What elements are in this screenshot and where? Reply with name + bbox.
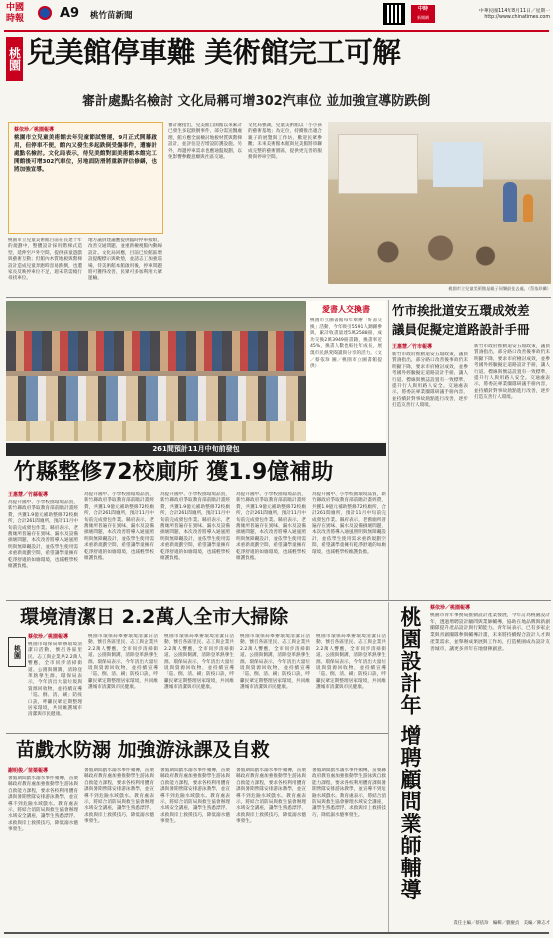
swim-title: 苗戲水防溺 加強游泳課及自救 <box>16 739 270 761</box>
lead-col4: 文化局強調，兒童美術館以「小小孩的藝術基地」為定位，持續推出適合親子的展覽與工作坊，歡迎民眾參觀；未來美術館本館與兒美館將串聯成完整的藝術園區，提供更完善的服務與停車空間。 <box>248 123 322 161</box>
toilet-col1: 為提升國中、小學校園環境品質，新竹縣政府爭取教育部前瞻計畫經費，共獲1.9億元補助整修72校廁所，合計261間廁所，預計11月中旬前完成發包作業。縣府表示，老舊廁所普遍存在異味、漏水及設備損壞問題，本次改善將導入通風照明與無障礙設計，並依學生使用需求重新規劃空間，希望讓學童擁有乾淨舒適的如廁環境，也減輕學校維護負擔。 <box>8 500 78 570</box>
toilet-title: 竹縣整修72校廁所 獲1.9億補助 <box>14 460 334 485</box>
toilet-byline: 王惠慧／竹縣報導 <box>8 492 49 498</box>
swim-byline: 謝明俊／苗栗報導 <box>8 768 49 774</box>
swim-col2: 暑假期間戲水溺水事件頻傳，苗栗縣政府教育處加強推動學生游泳與自救能力課程，要求各校利用體育課與暑期營隊安排游泳教學，並宣導不到危險水域戲水。教育處表示，將結合消防局與救生協會辦理水域安全講座，讓學生熟悉漂浮、求救與岸上救援技巧，降低溺水憾事發生。 <box>84 768 154 825</box>
lead-subhead: 審計處點名檢討 文化局稱可增302汽車位 並加強宣導防跌倒 <box>82 94 431 109</box>
toilet-banner <box>6 443 386 456</box>
brand-badge <box>411 5 435 23</box>
lead-summary-box <box>8 122 163 234</box>
clean-col3: 桃園市環保局舉辦環境清潔日活動，號召各區里民、志工與企業共2.2萬人響應，全市同步清掃街道、公園與側溝，清除登革熱孳生源。環保局表示，今年清出大量垃圾與資源回收物，並持續宣導「巡、倒、清、刷」防疫口訣，呼籲民眾定期整理居家環境，共同維護城市清潔與市民健康。 <box>164 634 234 691</box>
toilet-col4: 為提升國中、小學校園環境品質，新竹縣政府爭取教育部前瞻計畫經費，共獲1.9億元補助整修72校廁所，合計261間廁所，預計11月中旬前完成發包作業。縣府表示，老舊廁所普遍存在異味、漏水及設備損壞問題，本次改善將導入通風照明與無障礙設計，並依學生使用需求重新規劃空間，希望讓學童擁有乾淨舒適的如廁環境，也減輕學校維護負擔。 <box>236 492 306 562</box>
design-title: 桃園設計年 增聘顧問業師輔導 <box>398 606 422 901</box>
masthead <box>0 0 553 30</box>
lead-col2: 地方議員建議應提供臨時停車接駁，改善交通問題，並重新檢視館內動線設計。文化局回應，目前已於館區增設提醒標示與軟墊，並請志工加強巡場，待美術館本館啟用後，停車問題將可獲得改善，民眾可多加利用大眾運輸。 <box>88 238 162 282</box>
lead-byline: 蔡依珍／桃園報導 <box>14 127 55 133</box>
qr-code-icon <box>383 3 405 25</box>
lead-region-tag <box>6 37 23 81</box>
exhibit-block <box>433 142 483 187</box>
exhibit-wall <box>338 134 418 194</box>
roads-text: 新竹市政府推動道安五環政策，議員質詢指出，部分路口改善後事故仍未明顯下降，要求市府檢討成效，並參考國外經驗擬定道路設計手冊，讓人行道、標線與號誌設置有一致標準，提升行人與用路人安全。交通處表示，將委託專業團隊研議手冊內容，並持續針對事故熱點進行改善，逐步打造友善行人環境。 <box>392 352 468 409</box>
masthead-rule <box>4 30 549 32</box>
trade-title: 愛書人交換書 <box>322 305 370 314</box>
trade-caption: 桃園市立圖書館每年舉辦「好書交換」活動，今年吸引5591人踴躍參與，累計收書量達5萬2588冊，成功交換2萬3949冊書籍，換書率近45%，換書人數也較往年成長，展現市民熱愛閱讀與分享的活力。（文／蔡依珍 圖／桃園市立圖書館提供） <box>310 318 382 370</box>
lead-headline: 兒美館停車難 美術館完工可解 <box>27 36 401 69</box>
brand-small: 中時 <box>417 6 428 12</box>
lead-photo <box>328 122 551 284</box>
toilet-col5: 為提升國中、小學校園環境品質，新竹縣政府爭取教育部前瞻計畫經費，共獲1.9億元補助整修72校廁所，合計261間廁所，預計11月中旬前完成發包作業。縣府表示，老舊廁所普遍存在異味、漏水及設備損壞問題，本次改善將導入通風照明與無障礙設計，並依學生使用需求重新規劃空間，希望讓學童擁有乾淨舒適的如廁環境，也減輕學校維護負擔。 <box>312 492 386 555</box>
rule-v-2 <box>388 602 389 932</box>
rule-3 <box>6 733 388 734</box>
book-tables <box>6 421 306 441</box>
clean-col5: 桃園市環保局舉辦環境清潔日活動，號召各區里民、志工與企業共2.2萬人響應，全市同步清掃街道、公園與側溝，清除登革熱孳生源。環保局表示，今年清出大量垃圾與資源回收物，並持續宣導「巡、倒、清、刷」防疫口訣，呼籲民眾定期整理居家環境，共同維護城市清潔與市民健康。 <box>316 634 386 691</box>
bottom-rule <box>4 932 549 934</box>
clean-title: 環境清潔日 2.2萬人全市大掃除 <box>20 606 289 628</box>
page-number: A9 <box>60 6 80 21</box>
clean-byline: 蔡依珍／桃園報導 <box>28 634 69 640</box>
child-figure-2 <box>523 194 533 222</box>
swim-col3: 暑假期間戲水溺水事件頻傳，苗栗縣政府教育處加強推動學生游泳與自救能力課程，要求各校利用體育課與暑期營隊安排游泳教學，並宣導不到危險水域戲水。教育處表示，將結合消防局與救生協會辦理水域安全講座，讓學生熟悉漂浮、求救與岸上救援技巧，降低溺水憾事發生。 <box>160 768 230 825</box>
design-text: 桃園市青年事務局推動設計產業發展，今年訂為桃園設計年，透過增聘設計顧問與業師輔導，協助在地品牌與新創團隊提升產品設計與行銷能力。青年局表示，已有多家企業與青創團隊參與輔導計畫，未來將持續媒合設計人才與產業需求，並舉辦成果展與工作坊，打造桃園成為設計友善城市，讓更多青年在地發揮創意。 <box>430 613 550 652</box>
clean-region: 桃園 <box>13 645 22 659</box>
trade-caption-box <box>306 301 386 441</box>
brand-small-2: 新聞網 <box>417 15 429 20</box>
clean-region-tag <box>8 637 26 667</box>
swim-col4: 暑假期間戲水溺水事件頻傳，苗栗縣政府教育處加強推動學生游泳與自救能力課程，要求各校利用體育課與暑期營隊安排游泳教學，並宣導不到危險水域戲水。教育處表示，將結合消防局與救生協會辦理水域安全講座，讓學生熟悉漂浮、求救與岸上救援技巧，降低溺水憾事發生。 <box>236 768 306 825</box>
design-editor-line: 責任主編／蔡依珍 編輯／劉慶貞 美編／陳志才 <box>453 921 550 926</box>
rule-1 <box>6 297 551 298</box>
newspaper-logo <box>6 3 36 27</box>
roads-title-2: 議員促擬定道路設計手冊 <box>392 322 530 337</box>
date-line: 中華民國114年8月11日／星期一 <box>478 9 550 14</box>
swim-col1: 暑假期間戲水溺水事件頻傳，苗栗縣政府教育處加強推動學生游泳與自救能力課程，要求各校利用體育課與暑期營隊安排游泳教學，並宣導不到危險水域戲水。教育處表示，將結合消防局與救生協會辦理水域安全講座，讓學生熟悉漂浮、求救與岸上救援技巧，降低溺水憾事發生。 <box>8 776 78 833</box>
toilet-banner-text: 261間預計11月中旬前發包 <box>152 445 240 453</box>
lead-col3: 審計處指出，兒美館自開館以來累計已發生多起跌倒事件，部分需送醫處理，館方應全面檢討地板材質與階梯設計，並評估是否增設防護設施。另外，周邊停車需求也應通盤規劃，以免影響參觀意願與社區交通。 <box>168 123 242 161</box>
crowd-row-2 <box>6 376 306 421</box>
lead-col1: 桃園市立兒童美術館目前在長達十年的規劃中，整體設計採用階梯式造型，延伸至戶外空間，提供孩童遊戲與藝術互動；但館內木質地板與階梯設計造成兒童奔跑時容易跌倒，也遭家長反映停車位不足，週末常需繞行尋找車位。 <box>8 238 82 282</box>
section-name: 桃竹苗新聞 <box>90 11 133 21</box>
child-figure <box>503 182 517 222</box>
lead-region: 桃園 <box>7 47 22 71</box>
website: http://www.chinatimes.com <box>484 15 550 20</box>
logo-emblem-icon <box>38 6 52 20</box>
roads-title-1: 竹市挨批道安五環成效差 <box>392 303 530 318</box>
rule-2 <box>6 600 551 601</box>
lead-photo-caption: 桃園市立兒童美術館是親子同樂最佳去處。（蔡依珍攝） <box>448 286 551 291</box>
lead-summary: 桃園市立兒童美術館去年兒童節試營運，9月正式開幕啟用，但停車不便，館內又發生多起跌倒受傷事件，遭審計處點名檢討。文化局表示，待兒美館對面美術館本館完工開館後可增302汽車位，另地面防滑將重新評估修繕，也將加強宣導。 <box>14 135 157 173</box>
roads-text-col2: 新竹市政府推動道安五環政策，議員質詢指出，部分路口改善後事故仍未明顯下降，要求市府檢討成效，並參考國外經驗擬定道路設計手冊，讓人行道、標線與號誌設置有一致標準，提升行人與用路人安全。交通處表示，將委託專業團隊研議手冊內容，並持續針對事故熱點進行改善，逐步打造友善行人環境。 <box>474 344 550 401</box>
toilet-col3: 為提升國中、小學校園環境品質，新竹縣政府爭取教育部前瞻計畫經費，共獲1.9億元補助整修72校廁所，合計261間廁所，預計11月中旬前完成發包作業。縣府表示，老舊廁所普遍存在異味、漏水及設備損壞問題，本次改善將導入通風照明與無障礙設計，並依學生使用需求重新規劃空間，希望讓學童擁有乾淨舒適的如廁環境，也減輕學校維護負擔。 <box>160 492 230 562</box>
swim-col5: 暑假期間戲水溺水事件頻傳，苗栗縣政府教育處加強推動學生游泳與自救能力課程，要求各校利用體育課與暑期營隊安排游泳教學，並宣導不到危險水域戲水。教育處表示，將結合消防局與救生協會辦理水域安全講座，讓學生熟悉漂浮、求救與岸上救援技巧，降低溺水憾事發生。 <box>312 768 386 818</box>
clean-col1: 桃園市環保局舉辦環境清潔日活動，號召各區里民、志工與企業共2.2萬人響應，全市同步清掃街道、公園與側溝，清除登革熱孳生源。環保局表示，今年清出大量垃圾與資源回收物，並持續宣導「巡、倒、清、刷」防疫口訣，呼籲民眾定期整理居家環境，共同維護城市清潔與市民健康。 <box>28 642 82 718</box>
trade-photo <box>6 301 306 441</box>
clean-col4: 桃園市環保局舉辦環境清潔日活動，號召各區里民、志工與企業共2.2萬人響應，全市同步清掃街道、公園與側溝，清除登革熱孳生源。環保局表示，今年清出大量垃圾與資源回收物，並持續宣導「巡、倒、清、刷」防疫口訣，呼籲民眾定期整理居家環境，共同維護城市清潔與市民健康。 <box>240 634 310 691</box>
logo-bottom: 時報 <box>6 14 25 24</box>
stepping-stones <box>358 232 508 272</box>
crowd-row-1 <box>6 331 306 371</box>
roads-byline: 王惠慧／竹市報導 <box>392 344 433 350</box>
logo-top: 中國 <box>6 3 25 13</box>
rule-v-1 <box>388 300 389 600</box>
design-byline: 蔡依珍／桃園報導 <box>430 605 471 611</box>
toilet-col2: 為提升國中、小學校園環境品質，新竹縣政府爭取教育部前瞻計畫經費，共獲1.9億元補助整修72校廁所，合計261間廁所，預計11月中旬前完成發包作業。縣府表示，老舊廁所普遍存在異味、漏水及設備損壞問題，本次改善將導入通風照明與無障礙設計，並依學生使用需求重新規劃空間，希望讓學童擁有乾淨舒適的如廁環境，也減輕學校維護負擔。 <box>84 492 154 562</box>
clean-col2: 桃園市環保局舉辦環境清潔日活動，號召各區里民、志工與企業共2.2萬人響應，全市同步清掃街道、公園與側溝，清除登革熱孳生源。環保局表示，今年清出大量垃圾與資源回收物，並持續宣導「巡、倒、清、刷」防疫口訣，呼籲民眾定期整理居家環境，共同維護城市清潔與市民健康。 <box>88 634 158 691</box>
